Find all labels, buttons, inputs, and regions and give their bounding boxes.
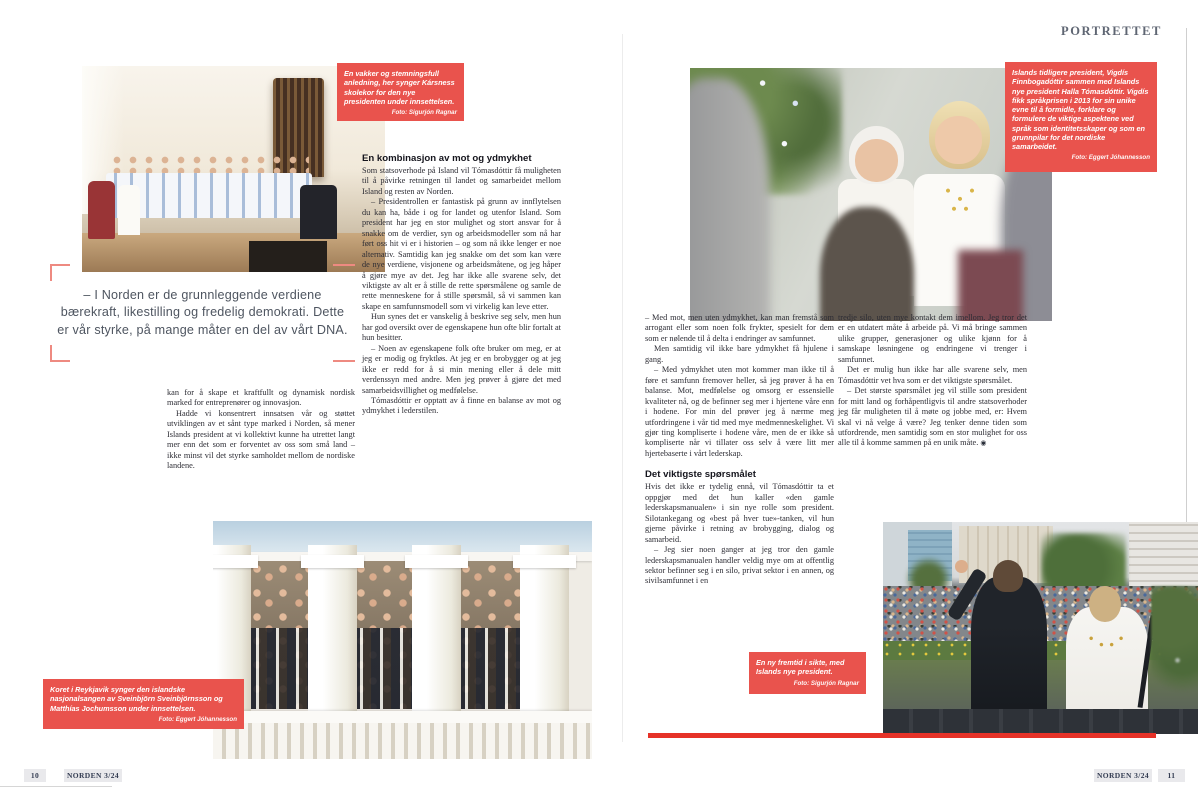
body-column-right-2 xyxy=(838,313,1027,449)
red-divider-rule xyxy=(648,733,1156,738)
photo-presidents-ceremony xyxy=(690,68,1052,321)
balustrade-rail xyxy=(213,711,592,723)
photo-balcony-choir xyxy=(213,521,592,759)
caption-text: En vakker og stemningsfull anledning, her synger Kársness skolekor for den nye presidenten under innsettelsen. xyxy=(344,69,455,106)
photo-credit: Foto: Eggert Jóhannesson xyxy=(1071,154,1150,162)
section-heading: En kombinasjon av mot og ydmykhet xyxy=(362,153,532,164)
page-gutter-line xyxy=(622,34,623,742)
foreground-figure xyxy=(820,207,914,321)
quote-corner-icon xyxy=(50,345,70,362)
caption-box-new-future xyxy=(749,652,866,694)
caption-box-balcony-choir xyxy=(43,679,244,729)
caption-box-church-choir xyxy=(337,63,464,121)
president-head xyxy=(1089,586,1121,622)
scan-edge-line xyxy=(0,786,112,787)
photo-balcony-crowd xyxy=(883,522,1198,734)
quote-corner-icon xyxy=(50,264,70,281)
photo-credit: Foto: Sigurjón Ragnar xyxy=(793,679,859,687)
body-paragraph: Som statsoverhode på Island vil Tómasdóttir få muligheten til å påvirke retningen til landet og samarbeidet mellom Island og resten av Norden. xyxy=(362,166,561,196)
waving-hand xyxy=(955,560,968,573)
body-paragraph: – Med mot, men uten ydmykhet, kan man fremstå som arrogant eller som noen folk frykter, spesielt for dem som er nølende til å delta i endringer av samfunnet. xyxy=(645,313,834,343)
foreground-figure xyxy=(958,250,1023,321)
quote-corner-icon xyxy=(333,264,355,281)
presidential-chain xyxy=(1085,632,1126,653)
body-paragraph: Tómasdóttir er opptatt av å finne en balanse av mot og ydmykhet i lederstilen. xyxy=(362,395,561,416)
body-column-left-2 xyxy=(362,153,561,417)
halla-face xyxy=(935,116,982,164)
body-paragraph: Det er mulig hun ikke har alle svarene selv, men Tómasdóttir vet hva som er det viktigste spørsmålet. xyxy=(838,365,1027,385)
red-chair xyxy=(88,181,115,239)
kicker: PORTRETTET xyxy=(1061,24,1162,38)
photo-credit: Foto: Eggert Jóhannesson xyxy=(158,715,237,723)
body-paragraph: tredje silo, uten mye kontakt dem imellom. Jeg tror det er en utdatert måte å arbeide på. Vi må bringe sammen ulike grupper, generasjoner og ulike kjønn for å samskape løsningene og endringene vi trenger i samfunnet. xyxy=(838,313,1027,364)
standing-figures xyxy=(300,185,336,239)
footer-brand: NORDEN 3/24 xyxy=(1094,769,1152,782)
body-paragraph: kan for å skape et kraftfullt og dynamisk nordisk marked for entreprenører og innovasjon. xyxy=(167,388,355,408)
section-heading: Det viktigste spørsmålet xyxy=(645,469,756,481)
caption-text: Koret i Reykjavik synger den islandske nasjonalsangen av Sveinbjörn Sveinbjörnsson og Matthías Jochumsson under innsettelsen. xyxy=(50,685,223,713)
seated-figure xyxy=(118,185,139,234)
body-paragraph: – Jeg sier noen ganger at jeg tror den gamle lederskapsmanualen handler veldig mye om at offentlig sektor befinner seg i en silo, privat sektor i en annen, og sivilsamfunnet i en xyxy=(645,545,834,586)
flower-arrangement xyxy=(1151,586,1198,692)
body-paragraph: – Presidentrollen er fantastisk på grunn av innflytelsen du kan ha, både i og for landet og utenfor Island. Som president har jeg en stor mulighet og stort ansvar for å snakke om de verdier, syn og arbeidsmodeller som nå har ført oss hit vi er i historien – og som nå ikke lenger er noe alternativ. Samtidig kan jeg snakke om det som kan være de nye verdiene, visjonene og arbeidsmåtene, og jeg håper å gjøre mye av det. Jeg har ikke alle svarene selv, det viktigste av alt er å stille de rette spørsmålene og samle de rette menneskene for å stille spørsmål, så vi sammen kan skape en samfunnsmodell som vi virkelig kan leve etter. xyxy=(362,197,561,311)
quote-corner-icon xyxy=(333,345,355,362)
body-paragraph-text: – Det største spørsmålet jeg vil stille som president for mitt land og forhåpentligvis til andre statsoverhoder jeg får muligheten til å møte og jobbe med, er: Hvem skal vi nå velge å være? Jeg tenker denne tiden som utfordrende, men samtidig som en stor mulighet for oss alle til å komme sammen på en unik måte. xyxy=(838,386,1027,448)
page-number: 11 xyxy=(1158,769,1185,782)
body-paragraph: – Noen av egenskapene folk ofte bruker om meg, er at jeg er modig og fryktløs. At jeg er en brobygger og at jeg ikke er redd for å si min mening eller å dele mitt verdenssyn med andre. Men jeg prøver å gjøre det med samarbeidsvillighet og medfølelse. xyxy=(362,343,561,395)
body-paragraph: – Med ydmykhet uten mot kommer man ikke til å føre et samfunn fremover heller, så jeg prøver å ha en balanse. Mot, medfølelse og omsorg er essensielle kvaliteter nå, og de befinner seg mer i hjertene våre enn i hodene. For min del prøver jeg å nærme meg utfordringene i vår tid med mye medmenneskelighet. Vi gjør ting kompliserte i hodene våre, men de er ikke så kompliserte når vi tillater oss selv å være litt mer hjertebaserte i vårt lederskap. xyxy=(645,365,834,458)
body-column-left-1 xyxy=(167,388,355,472)
body-paragraph: Men samtidig vil ikke bare ydmykhet få hjulene i gang. xyxy=(645,344,834,364)
body-paragraph: Hun synes det er vanskelig å beskrive seg selv, men hun har god oversikt over de egenskapene hun ofte blir fortalt at hun besitter. xyxy=(362,312,561,343)
footer-brand: NORDEN 3/24 xyxy=(64,769,122,782)
article-end-mark-icon: ◉ xyxy=(980,439,987,448)
pull-quote xyxy=(50,264,355,362)
photo-credit: Foto: Sigurjón Ragnar xyxy=(391,109,457,117)
man-head xyxy=(993,560,1023,592)
caption-box-presidents xyxy=(1005,62,1157,172)
pull-quote-text: – I Norden er de grunnleggende verdiene bærekraft, likestilling og fredelig demokrati. Dette er vår styrke, på mange måter en del av vårt DNA. xyxy=(57,287,348,337)
choir-heads xyxy=(109,155,309,176)
body-paragraph: Hvis det ikke er tydelig ennå, vil Tómasdóttir ta et oppgjør med det hun kaller «den gamle lederskapsmanualen» i sin nye rolle som president. Silotankegang og «best på hver tue»-tanken, vil hun gjerne påvirke i retning av brobygging, dialog og samarbeid. xyxy=(645,482,834,544)
vigdis-face xyxy=(855,139,898,182)
caption-text: En ny fremtid i sikte, med Islands nye president. xyxy=(756,658,845,677)
presidential-chain xyxy=(940,184,980,217)
body-paragraph xyxy=(838,386,1027,449)
balustrade xyxy=(213,723,592,759)
body-paragraph: Hadde vi konsentrert innsatsen vår og støttet utviklingen av et sånt type marked i Norden, så mener Islands president at vi kollektivt kunne ha utrettet langt mer enn det som er forventet av oss som små land – ikke minst vil det styrke samholdet mellom de nordiske landene. xyxy=(167,408,355,471)
caption-text: Islands tidligere president, Vigdís Finnbogadóttir sammen med Islands nye president Halla Tómasdóttir. Vigdís fikk språkprisen i 2013 for sin unike evne til å formidle, forklare og formulere de viktige aspektene ved språk som identitetsskaper og som en grunnpilar for det nordiske samarbeidet. xyxy=(1012,68,1149,152)
body-column-right-1 xyxy=(645,313,834,587)
page-number: 10 xyxy=(24,769,46,782)
balcony-railing xyxy=(883,709,1198,734)
